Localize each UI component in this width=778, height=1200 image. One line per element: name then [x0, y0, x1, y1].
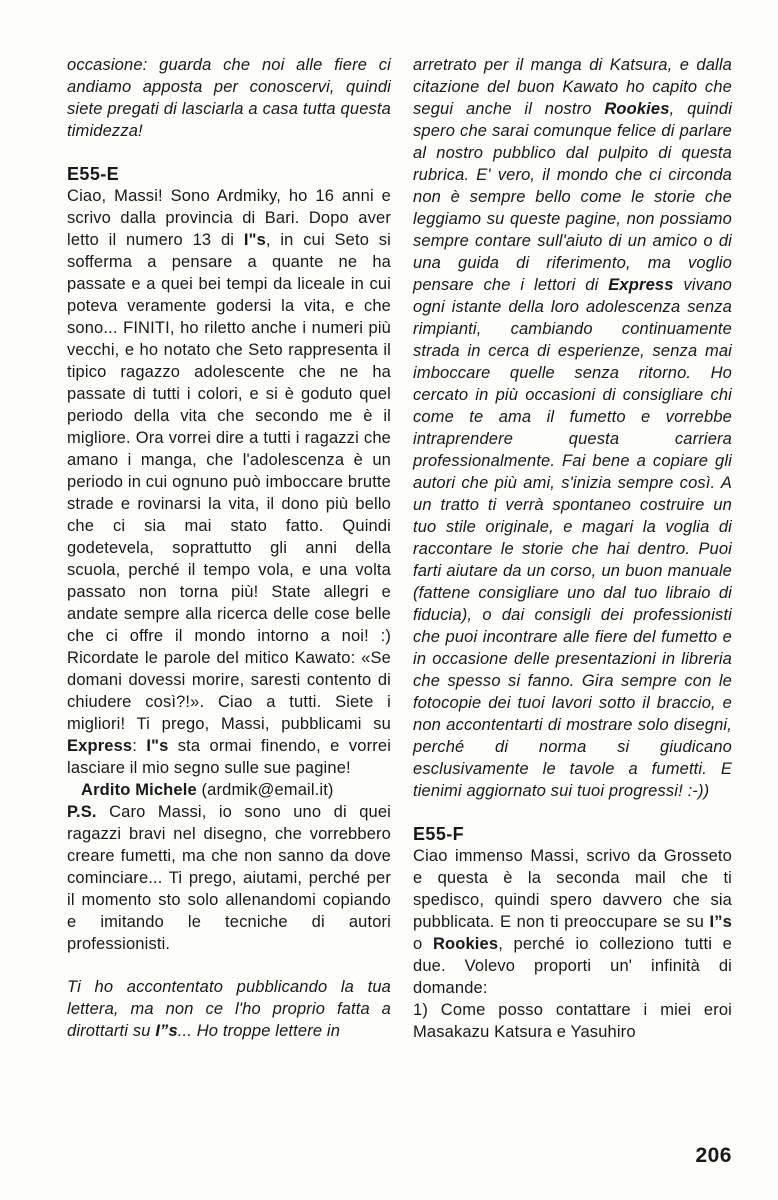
paragraph: [413, 999, 732, 1043]
text-segment: Caro Massi, io sono uno di quei ragazzi bravi nel disegno, che vorrebbero creare fumetti, ma che non sanno da dove cominciare... Ti prego, aiutami, perché per il momento sto solo allenandomi copiando e imitando le tecniche di autori professionisti.: [67, 803, 391, 953]
text-segment: I”s: [709, 913, 732, 931]
text-segment: o: [413, 935, 433, 953]
text-segment: (ardmik@email.it): [196, 781, 334, 799]
left-column: [67, 54, 391, 1042]
text-segment: I”s: [155, 1022, 178, 1040]
letter-heading: E55-E: [67, 164, 120, 184]
text-segment: Express: [67, 737, 133, 755]
paragraph: [413, 845, 732, 999]
paragraph: [67, 185, 391, 779]
paragraph: [67, 801, 391, 955]
page-number: 206: [695, 1144, 732, 1167]
text-segment: Express: [608, 276, 674, 294]
text-segment: I"s: [146, 737, 169, 755]
text-segment: Rookies: [604, 100, 670, 118]
spacer: [67, 955, 391, 976]
text-segment: vivano ogni istante della loro adolescenza senza rimpianti, cambiando continuamente strada in cerca di esperienze, senza mai imboccare quelle senza ritorno. Ho cercato in più occasioni di consigliare chi come te ama il fumetto e vorrebbe intraprendere questa carriera professionalmente. Fai bene a copiare gli autori che più ami, s'inizia sempre così. A un tratto ti verrà spontaneo costruire un tuo stile originale, e magari la voglia di raccontare le storie che hai dentro. Puoi farti aiutare da un corso, un buon manuale (fattene consigliare uno dal tuo libraio di fiducia), o dai consigli dei professionisti che puoi incontrare alle fiere del fumetto e in occasione delle presentazioni in libreria che spesso si fanno. Gira sempre con le fotocopie dei tuoi lavori sotto il braccio, e non accontentarti di mostrare solo disegni, perché di norma si giudicano esclusivamente le tavole a fumetti. E tienimi aggiornato sui tuoi progressi! :-)): [413, 276, 732, 800]
text-segment: sta ormai finendo, e vorrei lasciare il mio segno sulle sue pagine!: [67, 737, 392, 777]
spacer: [413, 802, 732, 823]
text-segment: P.S.: [67, 803, 97, 821]
paragraph: [67, 976, 391, 1042]
paragraph: [413, 54, 732, 802]
text-segment: Ti ho accontentato pubblicando la tua lettera, ma non ce l'ho proprio fatta a dirottarti su: [67, 978, 391, 1040]
right-column: [413, 54, 732, 1043]
text-segment: :: [132, 737, 147, 755]
text-segment: Ardito Michele: [81, 781, 197, 799]
paragraph: [67, 54, 391, 142]
letter-heading: E55-F: [413, 824, 465, 844]
spacer: [67, 142, 391, 163]
text-segment: Ciao immenso Massi, scrivo da Grosseto e questa è la seconda mail che ti spedisco, quindi spero davvero che sia pubblicata. E non ti preoccupare se su: [413, 847, 732, 931]
text-segment: occasione: guarda che noi alle fiere ci andiamo apposta per conoscervi, quindi siete pregati di lasciarla a casa tutta questa timidezza!: [67, 56, 391, 140]
text-segment: , in cui Seto si sofferma a pensare a quante ne ha passate e a quei bei tempi da liceale in cui poteva veramente godersi la vita, e che sono... FINITI, ho riletto anche i numeri più vecchi, e ho notato che Seto rappresenta il tipico ragazzo adolescente che ne ha passate di tutti i colori, e si è goduto quel periodo della vita che secondo me è il migliore. Ora vorrei dire a tutti i ragazzi che amano i manga, che l'adolescenza è un periodo in cui ognuno può imboccare brutte strade e rovinarsi la vita, il dono più bello che ci sia mai stato fatto. Quindi godetevela, soprattutto gli anni della scuola, perché il tempo vola, e una volta passato non torna più! State allegri e andate sempre alla ricerca delle cose belle che ci offre il mondo intorno a noi! :) Ricordate le parole del mitico Kawato: «Se domani dovessi morire, saresti contento di chiudere così?!». Ciao a tutti. Siete i migliori! Ti prego, Massi, pubblicami su: [67, 231, 391, 733]
text-segment: 1) Come posso contattare i miei eroi Masakazu Katsura e Yasuhiro: [413, 1001, 732, 1041]
text-segment: Ciao, Massi! Sono Ardmiky, ho 16 anni e scrivo dalla provincia di Bari. Dopo aver letto il numero 13 di: [67, 187, 391, 249]
text-segment: ... Ho troppe lettere in: [177, 1022, 341, 1040]
text-segment: , perché io colleziono tutti e due. Volevo proporti un' infinità di domande:: [413, 935, 732, 997]
text-segment: arretrato per il manga di Katsura, e dalla citazione del buon Kawato ho capito che segui anche il nostro: [413, 56, 732, 118]
text-segment: Rookies: [432, 935, 499, 953]
text-segment: , quindi spero che sarai comunque felice di parlare al nostro pubblico dal pulpito di questa rubrica. E' vero, il mondo che ci circonda non è sempre bello come le storie che leggiamo su queste pagine, non possiamo sempre contare sull'aiuto di un amico o di una guida di riferimento, ma voglio pensare che i lettori di: [413, 100, 733, 294]
paragraph: [67, 779, 391, 801]
text-segment: I"s: [243, 231, 266, 249]
